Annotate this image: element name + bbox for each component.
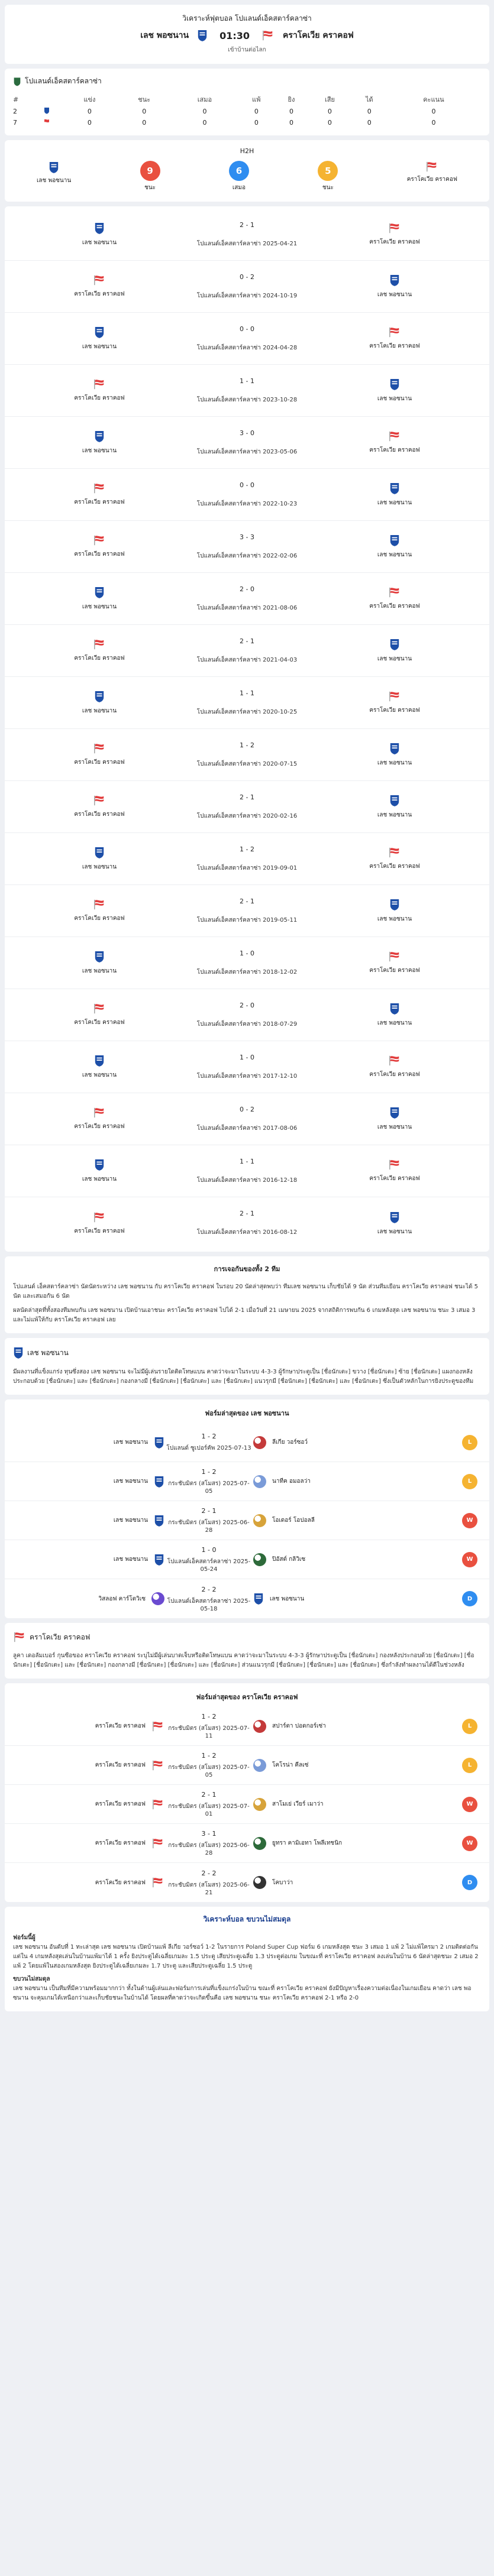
result-badge: W bbox=[462, 1513, 477, 1528]
header-away-team[interactable]: คราโคเวีย คราคอฟ bbox=[283, 31, 354, 40]
match-home-team[interactable]: เลช พอซนาน bbox=[82, 968, 117, 974]
match-info: โปแลนด์เอ็คสตาร์คลาซ่า 2020-10-25 bbox=[196, 708, 298, 715]
form-row[interactable] bbox=[5, 1824, 489, 1863]
form-home-team[interactable]: คราโคเวีย คราคอฟ bbox=[95, 1840, 146, 1846]
col-win: ชนะ bbox=[138, 96, 151, 103]
form-competition: กระชับมิตร (สโมสร) 2025-07-01 bbox=[168, 1803, 250, 1817]
cracovia-logo-icon bbox=[93, 1107, 106, 1119]
match-away-team[interactable]: คราโคเวีย คราคอฟ bbox=[369, 1071, 420, 1078]
form-home-team[interactable]: คราโคเวีย คราคอฟ bbox=[95, 1762, 146, 1768]
form-home-team[interactable]: คราโคเวีย คราคอฟ bbox=[95, 1723, 146, 1729]
form-away-team[interactable]: สาโมเย่ เวียร์ เมาว่า bbox=[272, 1801, 324, 1807]
club-logo-icon bbox=[253, 1475, 266, 1488]
match-home-team[interactable]: เลช พอซนาน bbox=[82, 1176, 117, 1182]
match-info: โปแลนด์เอ็คสตาร์คลาซ่า 2020-02-16 bbox=[196, 812, 298, 819]
lech-logo-icon bbox=[154, 1553, 164, 1566]
analysis-title: วิเคราะห์บอล ขบวนไม่สมดุล bbox=[203, 1915, 291, 1923]
match-home-team[interactable]: คราโคเวีย คราคอฟ bbox=[74, 551, 125, 558]
table-row: 2 0 0 0 0 0 0 0 0 bbox=[13, 108, 436, 115]
col-for: ยิง bbox=[288, 96, 295, 103]
form-competition: กระชับมิตร (สโมสร) 2025-06-28 bbox=[168, 1519, 250, 1534]
form-score: 2 - 2 bbox=[201, 1869, 217, 1877]
h2h-match-row[interactable] bbox=[5, 521, 489, 573]
form-home-team[interactable]: วิสลอฟ คาร์โตวิเซ bbox=[98, 1595, 146, 1602]
h2h-match-row[interactable] bbox=[5, 417, 489, 469]
form-row[interactable] bbox=[5, 1501, 489, 1540]
match-info: โปแลนด์เอ็คสตาร์คลาซ่า 2021-04-03 bbox=[196, 656, 298, 663]
match-score: 1 - 2 bbox=[240, 845, 254, 853]
result-badge: L bbox=[462, 1719, 477, 1734]
col-pos: # bbox=[13, 95, 19, 103]
cracovia-logo-icon bbox=[93, 1003, 106, 1015]
result-badge: L bbox=[462, 1474, 477, 1489]
match-home-team[interactable]: คราโคเวีย คราคอฟ bbox=[74, 1019, 125, 1026]
cracovia-logo-icon bbox=[388, 847, 401, 858]
col-draw: เสมอ bbox=[197, 96, 212, 103]
club-logo-icon bbox=[151, 1592, 164, 1605]
match-info: โปแลนด์เอ็คสตาร์คลาซ่า 2016-12-18 bbox=[196, 1177, 298, 1184]
h2h-match-row[interactable] bbox=[5, 833, 489, 885]
h2h-match-row[interactable] bbox=[5, 729, 489, 781]
match-home-team[interactable]: คราโคเวีย คราคอฟ bbox=[74, 811, 125, 818]
form-competition: กระชับมิตร (สโมสร) 2025-07-05 bbox=[168, 1480, 250, 1495]
lech-logo-icon bbox=[389, 1211, 400, 1224]
h2h-draw-label: เสมอ bbox=[232, 184, 246, 191]
h2h-summary bbox=[5, 140, 489, 202]
match-away-team[interactable]: คราโคเวีย คราคอฟ bbox=[369, 447, 420, 453]
club-logo-icon bbox=[253, 1720, 266, 1733]
h2h-match-row[interactable] bbox=[5, 209, 489, 261]
club-logo-icon bbox=[253, 1436, 266, 1449]
form-competition: กระชับมิตร (สโมสร) 2025-06-21 bbox=[168, 1881, 250, 1896]
form-home-team[interactable]: คราโคเวีย คราคอฟ bbox=[95, 1879, 146, 1886]
match-score: 2 - 0 bbox=[240, 585, 254, 593]
match-home-team[interactable]: คราโคเวีย คราคอฟ bbox=[74, 499, 125, 506]
club-logo-icon bbox=[253, 1876, 266, 1889]
match-away-team[interactable]: คราโคเวีย คราคอฟ bbox=[369, 1175, 420, 1182]
form-competition: โปแลนด์เอ็คสตาร์คลาซ่า 2025-05-18 bbox=[167, 1598, 251, 1612]
form-home-team[interactable]: เลช พอซนาน bbox=[113, 1478, 148, 1485]
cracovia-logo-icon bbox=[93, 1211, 106, 1223]
match-away-team[interactable]: เลช พอซนาน bbox=[377, 812, 412, 818]
header-league-text: วิเคราะห์ฟุตบอล โปแลนด์เอ็คสตาร์คลาซ่า bbox=[182, 14, 312, 22]
match-away-team[interactable]: คราโคเวีย คราคอฟ bbox=[369, 343, 420, 349]
form-row[interactable] bbox=[5, 1579, 489, 1618]
h2h-match-row[interactable] bbox=[5, 1197, 489, 1249]
lech-logo-icon bbox=[389, 534, 400, 547]
header-subtitle: เข้าบ้านต่อไลก bbox=[228, 47, 266, 53]
h2h-match-row[interactable] bbox=[5, 469, 489, 521]
header-home-team[interactable]: เลช พอซนาน bbox=[140, 31, 189, 40]
col-gd: ได้ bbox=[365, 96, 373, 103]
h2h-match-row[interactable] bbox=[5, 677, 489, 729]
h2h-draw-count: 6 bbox=[229, 161, 249, 181]
analysis-heading-1: ฟอร์มนี้ผู้ bbox=[13, 1935, 35, 1941]
form-home-team[interactable]: คราโคเวีย คราคอฟ bbox=[95, 1801, 146, 1807]
league-logo-icon bbox=[13, 77, 21, 86]
h2h-match-row[interactable] bbox=[5, 573, 489, 625]
h2h-matches-list bbox=[5, 206, 489, 1252]
form-row[interactable] bbox=[5, 1746, 489, 1785]
form-score: 1 - 2 bbox=[201, 1468, 217, 1476]
form-away-team[interactable]: ปิอัสต์ กลิวิเซ bbox=[272, 1556, 306, 1563]
result-badge: D bbox=[462, 1591, 477, 1606]
form-home-team[interactable]: เลช พอซนาน bbox=[113, 1556, 148, 1563]
match-away-team[interactable]: เลช พอซนาน bbox=[377, 1228, 412, 1235]
lech-logo-icon bbox=[94, 846, 105, 859]
match-score: 0 - 0 bbox=[240, 481, 254, 489]
club-logo-icon bbox=[253, 1759, 266, 1772]
match-score: 2 - 1 bbox=[240, 897, 254, 905]
lech-logo-icon bbox=[94, 222, 105, 235]
match-away-team[interactable]: คราโคเวีย คราคอฟ bbox=[369, 707, 420, 714]
lech-logo-icon bbox=[13, 1346, 24, 1359]
match-away-team[interactable]: เลช พอซนาน bbox=[377, 656, 412, 662]
compare-paragraph-2: ผลนัดล่าสุดที่ทั้งสองทีมพบกัน เลช พอซนาน เปิดบ้านเอาชนะ คราโคเวีย คราคอฟ ไปได้ 2-1 เมื่อวันที่ 21 เมษายน 2025 จากสถิติการพบกัน 6 เกมหลังสุด เลช พอซนาน ชนะ 3 เสมอ 3 และไม่แพ้ให้กับ คราโคเวีย คราคอฟ เลย bbox=[13, 1307, 476, 1323]
match-score: 0 - 2 bbox=[240, 1105, 254, 1113]
form-home-team[interactable]: เลช พอซนาน bbox=[113, 1439, 148, 1446]
lech-logo-icon bbox=[253, 1592, 264, 1605]
match-info: โปแลนด์เอ็คสตาร์คลาซ่า 2016-08-12 bbox=[196, 1229, 298, 1236]
form-row[interactable] bbox=[5, 1540, 489, 1579]
cracovia-team-card bbox=[5, 1623, 489, 1679]
form-score: 1 - 0 bbox=[201, 1546, 217, 1554]
h2h-match-row[interactable] bbox=[5, 885, 489, 937]
lech-logo-icon bbox=[44, 107, 50, 114]
standings-table bbox=[13, 93, 481, 128]
match-home-team[interactable]: คราโคเวีย คราคอฟ bbox=[74, 1123, 125, 1130]
lech-logo-icon bbox=[389, 274, 400, 287]
cracovia-logo-icon bbox=[93, 795, 106, 806]
lech-logo-icon bbox=[389, 898, 400, 911]
compare-title: การเจอกันของทั้ง 2 ทีม bbox=[214, 1265, 280, 1273]
form-away-team[interactable]: โคบาว่า bbox=[272, 1879, 293, 1886]
club-logo-icon bbox=[253, 1798, 266, 1811]
header-score: 01:30 bbox=[219, 30, 250, 41]
h2h-match-row[interactable] bbox=[5, 1093, 489, 1145]
match-away-team[interactable]: เลช พอซนาน bbox=[377, 1124, 412, 1130]
cracovia-logo-icon bbox=[93, 639, 106, 650]
match-info: โปแลนด์เอ็คสตาร์คลาซ่า 2024-04-28 bbox=[196, 344, 298, 351]
cracovia-logo-icon bbox=[93, 743, 106, 754]
cracovia-logo-icon bbox=[388, 691, 401, 702]
match-home-team[interactable]: เลช พอซนาน bbox=[82, 344, 117, 350]
form-row[interactable] bbox=[5, 1423, 489, 1462]
match-score: 2 - 1 bbox=[240, 793, 254, 801]
cracovia-logo-icon bbox=[93, 482, 106, 494]
cracovia-logo-icon bbox=[93, 534, 106, 546]
match-score: 2 - 1 bbox=[240, 1210, 254, 1217]
match-away-team[interactable]: คราโคเวีย คราคอฟ bbox=[369, 239, 420, 245]
match-away-team[interactable]: เลช พอซนาน bbox=[377, 396, 412, 402]
lech-section-title: เลช พอซนาน bbox=[27, 1348, 69, 1357]
table-row: 7 0 0 0 0 0 0 0 0 bbox=[13, 119, 436, 127]
lech-logo-icon bbox=[389, 378, 400, 391]
match-score: 1 - 0 bbox=[240, 1053, 254, 1061]
club-logo-icon bbox=[253, 1837, 266, 1850]
match-info: โปแลนด์เอ็คสตาร์คลาซ่า 2022-10-23 bbox=[196, 500, 298, 507]
h2h-win-count: 9 bbox=[140, 161, 160, 181]
lech-logo-icon bbox=[94, 326, 105, 339]
match-header bbox=[5, 5, 489, 64]
match-score: 3 - 0 bbox=[240, 429, 254, 437]
match-info: โปแลนด์เอ็คสตาร์คลาซ่า 2022-02-06 bbox=[196, 552, 298, 559]
cracovia-logo-icon bbox=[388, 1159, 401, 1171]
match-info: โปแลนด์เอ็คสตาร์คลาซ่า 2021-08-06 bbox=[196, 604, 298, 611]
lech-form-card bbox=[5, 1399, 489, 1618]
match-info: โปแลนด์เอ็คสตาร์คลาซ่า 2018-12-02 bbox=[196, 968, 298, 976]
lech-logo-icon bbox=[389, 742, 400, 755]
result-badge: L bbox=[462, 1435, 477, 1450]
match-score: 0 - 0 bbox=[240, 325, 254, 333]
match-score: 2 - 1 bbox=[240, 637, 254, 645]
form-competition: กระชับมิตร (สโมสร) 2025-07-05 bbox=[168, 1764, 250, 1778]
lech-logo-icon bbox=[94, 1158, 105, 1171]
cracovia-logo-icon bbox=[388, 951, 401, 963]
cracovia-logo-icon bbox=[261, 30, 275, 41]
analysis-card bbox=[5, 1907, 489, 2011]
match-info: โปแลนด์เอ็คสตาร์คลาซ่า 2017-12-10 bbox=[196, 1072, 298, 1080]
match-home-team[interactable]: คราโคเวีย คราคอฟ bbox=[74, 915, 125, 922]
match-score: 1 - 2 bbox=[240, 741, 254, 749]
match-info: โปแลนด์เอ็คสตาร์คลาซ่า 2024-10-19 bbox=[196, 292, 298, 299]
match-home-team[interactable]: คราโคเวีย คราคอฟ bbox=[74, 655, 125, 662]
lech-logo-icon bbox=[94, 950, 105, 963]
compare-paragraph-1: โปแลนด์ เอ็คสตาร์คลาซ่า นัดนัดระหว่าง เลช พอซนาน กับ คราโคเวีย คราคอฟ ในรอบ 20 นัดล่าสุดพบว่า ทีมเลช พอซนาน เก็บชัยได้ 9 นัด ส่วนทีมเยือน คราโคเวีย คราคอฟ ชนะได้ 5 นัด และเสมอกัน 6 นัด bbox=[13, 1284, 479, 1300]
match-home-team[interactable]: คราโคเวีย คราคอฟ bbox=[74, 291, 125, 297]
form-away-team[interactable]: เลช พอซนาน bbox=[270, 1595, 305, 1602]
h2h-loss-count: 5 bbox=[318, 161, 338, 181]
lech-logo-icon bbox=[389, 1106, 400, 1119]
match-away-team[interactable]: คราโคเวีย คราคอฟ bbox=[369, 603, 420, 610]
match-score: 2 - 0 bbox=[240, 1001, 254, 1009]
form-score: 1 - 2 bbox=[201, 1752, 217, 1760]
h2h-match-row[interactable] bbox=[5, 313, 489, 365]
cracovia-section-text: ลูคา เดอลัมเบอร์ กุนซือของ คราโคเวีย คราคอฟ ระบุไม่มีผู้เล่นบาดเจ็บหรือติดโทษแบน คาดว่าจะมาในระบบ 4-3-3 ผู้รักษาประตูเป็น [ชื่อนักเตะ] กองหลังประกอบด้วย [ชื่อนักเตะ] [ชื่อนักเตะ] [ชื่อนักเตะ] และ [ชื่อนักเตะ] กองกลางมี [ชื่อนักเตะ] [ชื่อนักเตะ] และ [ชื่อนักเตะ] ส่วนแนวรุกมี [ชื่อนักเตะ] [ชื่อนักเตะ] และ [ชื่อนักเตะ] ซึ่งกำลังทำผลงานได้ดีในช่วงหลัง bbox=[13, 1652, 474, 1668]
match-score: 2 - 1 bbox=[240, 221, 254, 229]
match-away-team[interactable]: เลช พอซนาน bbox=[377, 1020, 412, 1026]
match-info: โปแลนด์เอ็คสตาร์คลาซ่า 2018-07-29 bbox=[196, 1020, 298, 1028]
standings-title: โปแลนด์เอ็คสตาร์คลาซ่า bbox=[25, 77, 102, 85]
form-row[interactable] bbox=[5, 1863, 489, 1902]
h2h-match-row[interactable] bbox=[5, 365, 489, 417]
cracovia-logo-icon bbox=[93, 274, 106, 286]
form-score: 2 - 1 bbox=[201, 1791, 217, 1799]
cracovia-logo-icon bbox=[388, 430, 401, 442]
lech-form-title: ฟอร์มล่าสุดของ เลช พอซนาน bbox=[205, 1409, 289, 1417]
form-away-team[interactable]: สปาร์ตา ปอดกอร์เซ่า bbox=[272, 1723, 326, 1729]
match-away-team[interactable]: เลช พอซนาน bbox=[377, 760, 412, 766]
h2h-home-name[interactable]: เลช พอซนาน bbox=[37, 177, 72, 184]
form-away-team[interactable]: นาทีค อมอลว่า bbox=[272, 1478, 311, 1485]
form-away-team[interactable]: ยูทรา คามิเอทา โพลีเทชนิก bbox=[272, 1840, 343, 1846]
lech-logo-icon bbox=[389, 1002, 400, 1015]
form-row[interactable] bbox=[5, 1462, 489, 1501]
lech-logo-icon bbox=[154, 1436, 164, 1449]
lech-logo-icon bbox=[94, 430, 105, 443]
h2h-win-label: ชนะ bbox=[144, 184, 156, 191]
cracovia-logo-icon bbox=[93, 899, 106, 910]
col-points: คะแนน bbox=[423, 96, 444, 103]
match-home-team[interactable]: เลช พอซนาน bbox=[82, 604, 117, 610]
h2h-away-name[interactable]: คราโคเวีย คราคอฟ bbox=[406, 176, 457, 183]
match-home-team[interactable]: เลช พอซนาน bbox=[82, 1072, 117, 1078]
h2h-title: H2H bbox=[240, 147, 254, 155]
club-logo-icon bbox=[253, 1514, 266, 1527]
col-played: แข่ง bbox=[83, 96, 96, 103]
cracovia-form-card bbox=[5, 1683, 489, 1902]
match-info: โปแลนด์เอ็คสตาร์คลาซ่า 2019-05-11 bbox=[196, 916, 298, 924]
result-badge: D bbox=[462, 1875, 477, 1890]
cracovia-logo-icon bbox=[388, 587, 401, 598]
lech-logo-icon bbox=[389, 482, 400, 495]
cracovia-logo-icon bbox=[93, 378, 106, 390]
lech-logo-icon bbox=[154, 1514, 164, 1527]
analysis-heading-2: ขบวนไม่สมดุล bbox=[13, 1976, 50, 1982]
standings-card bbox=[5, 69, 489, 135]
cracovia-logo-icon bbox=[151, 1760, 164, 1771]
form-competition: โปแลนด์เอ็คสตาร์คลาซ่า 2025-05-24 bbox=[167, 1558, 251, 1573]
cracovia-logo-icon bbox=[388, 326, 401, 338]
h2h-match-row[interactable] bbox=[5, 781, 489, 833]
form-competition: โปแลนด์ ซูเปอร์คัพ 2025-07-13 bbox=[166, 1444, 251, 1451]
match-away-team[interactable]: คราโคเวีย คราคอฟ bbox=[369, 967, 420, 974]
match-home-team[interactable]: คราโคเวีย คราคอฟ bbox=[74, 759, 125, 766]
form-away-team[interactable]: ลีเกีย วอร์ซอว์ bbox=[272, 1439, 308, 1446]
cracovia-logo-icon bbox=[151, 1838, 164, 1849]
lech-logo-icon bbox=[389, 794, 400, 807]
cracovia-logo-icon bbox=[425, 161, 438, 173]
cracovia-form-title: ฟอร์มล่าสุดของ คราโคเวีย คราคอฟ bbox=[196, 1693, 298, 1701]
lech-logo-icon bbox=[154, 1475, 164, 1488]
h2h-match-row[interactable] bbox=[5, 261, 489, 313]
col-team bbox=[31, 93, 63, 106]
form-row[interactable] bbox=[5, 1707, 489, 1746]
col-loss: แพ้ bbox=[252, 96, 261, 103]
cracovia-section-title: คราโคเวีย คราคอฟ bbox=[30, 1632, 91, 1641]
match-home-team[interactable]: คราโคเวีย คราคอฟ bbox=[74, 395, 125, 401]
lech-logo-icon bbox=[94, 690, 105, 703]
lech-team-card bbox=[5, 1338, 489, 1395]
cracovia-logo-icon bbox=[151, 1877, 164, 1888]
cracovia-logo-icon bbox=[151, 1720, 164, 1732]
club-logo-icon bbox=[253, 1553, 266, 1566]
match-info: โปแลนด์เอ็คสตาร์คลาซ่า 2023-10-28 bbox=[196, 396, 298, 403]
match-score: 0 - 2 bbox=[240, 273, 254, 281]
lech-logo-icon bbox=[197, 29, 208, 42]
cracovia-logo-icon bbox=[388, 222, 401, 234]
lech-logo-icon bbox=[94, 586, 105, 599]
form-score: 1 - 2 bbox=[201, 1713, 217, 1720]
match-score: 1 - 1 bbox=[240, 689, 254, 697]
h2h-match-row[interactable] bbox=[5, 989, 489, 1041]
form-away-team[interactable]: โคโรน่า คีลเซ่ bbox=[272, 1762, 309, 1768]
h2h-loss-label: ชนะ bbox=[322, 184, 334, 191]
match-score: 1 - 1 bbox=[240, 1157, 254, 1165]
cracovia-logo-icon bbox=[388, 1055, 401, 1067]
cracovia-logo-icon bbox=[13, 1631, 26, 1643]
match-home-team[interactable]: คราโคเวีย คราคอฟ bbox=[74, 1227, 125, 1234]
match-home-team[interactable]: เลช พอซนาน bbox=[82, 864, 117, 870]
form-score: 3 - 1 bbox=[201, 1830, 217, 1838]
analysis-paragraph-2: เลช พอซนาน เป็นทีมที่มีความพร้อมมากกว่า ทั้งในด้านผู้เล่นและฟอร์มการเล่นที่แข็งแกร่งในบ้าน ขณะที่ คราโคเวีย คราคอฟ ยังมีปัญหาเรื่องความต่อเนื่องในเกมเยือน คาดว่า เลช พอซนาน จะคุมเกมได้เหนือกว่าและเก็บชัยชนะในบ้านได้ โดยผลที่คาดว่าจะเกิดขึ้นคือ เลช พอซนาน ชนะ คราโคเวีย คราคอฟ 2-1 หรือ 2-0 bbox=[13, 1985, 472, 2001]
h2h-match-row[interactable] bbox=[5, 1041, 489, 1093]
match-score: 1 - 1 bbox=[240, 377, 254, 385]
h2h-analysis-card bbox=[5, 1256, 489, 1333]
form-score: 1 - 2 bbox=[201, 1432, 217, 1440]
h2h-match-row[interactable] bbox=[5, 1145, 489, 1197]
match-score: 1 - 0 bbox=[240, 949, 254, 957]
cracovia-logo-icon bbox=[151, 1799, 164, 1810]
result-badge: W bbox=[462, 1552, 477, 1567]
match-info: โปแลนด์เอ็คสตาร์คลาซ่า 2017-08-06 bbox=[196, 1125, 298, 1132]
col-against: เสีย bbox=[324, 96, 335, 103]
match-info: โปแลนด์เอ็คสตาร์คลาซ่า 2025-04-21 bbox=[196, 240, 298, 247]
result-badge: W bbox=[462, 1797, 477, 1812]
match-away-team[interactable]: เลช พอซนาน bbox=[377, 500, 412, 506]
result-badge: L bbox=[462, 1758, 477, 1773]
match-info: โปแลนด์เอ็คสตาร์คลาซ่า 2023-05-06 bbox=[196, 448, 298, 455]
match-away-team[interactable]: คราโคเวีย คราคอฟ bbox=[369, 863, 420, 870]
form-away-team[interactable]: โอเดอร์ โอปอลลี bbox=[272, 1517, 315, 1524]
form-competition: กระชับมิตร (สโมสร) 2025-07-11 bbox=[168, 1725, 250, 1739]
lech-logo-icon bbox=[389, 638, 400, 651]
form-row[interactable] bbox=[5, 1785, 489, 1824]
match-home-team[interactable]: เลช พอซนาน bbox=[82, 708, 117, 714]
match-away-team[interactable]: เลช พอซนาน bbox=[377, 291, 412, 298]
match-away-team[interactable]: เลช พอซนาน bbox=[377, 552, 412, 558]
match-score: 3 - 3 bbox=[240, 533, 254, 541]
lech-logo-icon bbox=[94, 1054, 105, 1067]
match-home-team[interactable]: เลช พอซนาน bbox=[82, 239, 117, 246]
h2h-match-row[interactable] bbox=[5, 625, 489, 677]
match-info: โปแลนด์เอ็คสตาร์คลาซ่า 2019-09-01 bbox=[196, 864, 298, 871]
form-home-team[interactable]: เลช พอซนาน bbox=[113, 1517, 148, 1524]
match-away-team[interactable]: เลช พอซนาน bbox=[377, 916, 412, 922]
form-score: 2 - 1 bbox=[201, 1507, 217, 1515]
analysis-paragraph-1: เลช พอซนาน อันดับที่ 1 ทะเล่าสุด เลช พอซนาน เปิดบ้านแพ้ ลีเกีย วอร์ซอว์ 1-2 ในรายการ Poland Super Cup ฟอร์ม 6 เกมหลังสุด ชนะ 3 เสมอ 1 แพ้ 2 ไม่แพ้ใครมา 2 เกมติดต่อกัน แต่ใน 4 เกมหลังสุดเล่นในบ้านแพ้มาได้ 1 ครั้ง ยิงประตูได้เฉลี่ยเกมละ 1.5 ประตู เสียประตูเฉลี่ย 1.3 ประตูต่อเกม ในขณะที่ คราโคเวีย คราคอฟ ลงเล่นในบ้าน 6 นัดล่าสุดชนะ 2 เสมอ 2 แพ้ 2 โดยแพ้ในสองเกมหลังสุด ยิงประตูได้เฉลี่ยเกมละ 1.7 ประตู และเสียประตูเฉลี่ย 1.5 ประตู bbox=[13, 1944, 479, 1969]
match-info: โปแลนด์เอ็คสตาร์คลาซ่า 2020-07-15 bbox=[196, 760, 298, 767]
match-home-team[interactable]: เลช พอซนาน bbox=[82, 448, 117, 454]
result-badge: W bbox=[462, 1836, 477, 1851]
form-competition: กระชับมิตร (สโมสร) 2025-06-28 bbox=[168, 1842, 250, 1856]
form-score: 2 - 2 bbox=[201, 1585, 217, 1593]
cracovia-logo-icon bbox=[43, 118, 50, 125]
lech-section-text: มีผลงานที่แข็งแกร่ง ทุนซึ่งสอง เลช พอซนาน จะไม่มีผู้เล่นรายใดติดโทษแบน คาดว่าจะมาในระบบ 4-3-3 ผู้รักษาประตูเป็น [ชื่อนักเตะ] ขวาง [ชื่อนักเตะ] ซ้าย [ชื่อนักเตะ] แผงกองหลังประกอบด้วย [ชื่อนักเตะ] และ [ชื่อนักเตะ] กองกลางมี [ชื่อนักเตะ] [ชื่อนักเตะ] และ [ชื่อนักเตะ] แนวรุกมี [ชื่อนักเตะ] [ชื่อนักเตะ] และ [ชื่อนักเตะ] ซึ่งเป็นตัวหลักในการยิงประตูของทีม bbox=[13, 1369, 474, 1385]
lech-logo-icon bbox=[49, 161, 59, 174]
h2h-match-row[interactable] bbox=[5, 937, 489, 989]
